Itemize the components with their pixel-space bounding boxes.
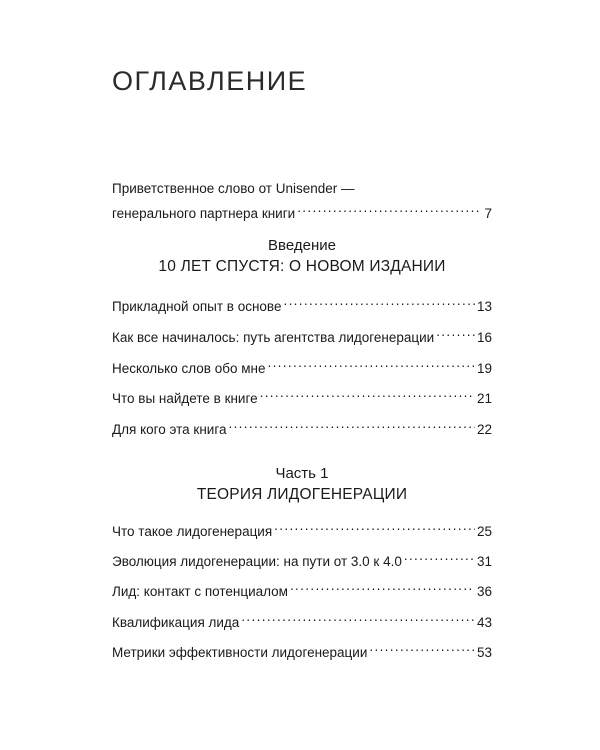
toc-leader-dots xyxy=(241,607,475,627)
toc-entry-page: 21 xyxy=(476,391,492,406)
toc-entry-text: Несколько слов обо мне xyxy=(112,361,266,376)
section-subheading: ТЕОРИЯ ЛИДОГЕНЕРАЦИИ xyxy=(196,486,408,503)
toc-entry[interactable] xyxy=(112,291,492,314)
section-heading: Часть 1 xyxy=(275,465,329,482)
section-heading: Введение xyxy=(268,237,336,254)
section-subheading: 10 ЛЕТ СПУСТЯ: О НОВОМ ИЗДАНИИ xyxy=(158,258,446,275)
toc-entry[interactable] xyxy=(112,322,492,345)
toc-entry[interactable] xyxy=(112,546,492,569)
toc-entry-text: генерального партнера книги xyxy=(112,206,296,221)
toc-entry-page: 19 xyxy=(476,361,492,376)
toc-entry-page: 7 xyxy=(484,206,492,221)
toc-entry-page: 13 xyxy=(476,299,492,314)
toc-entry-page: 22 xyxy=(476,422,492,437)
toc-entry-text: Что такое лидогенерация xyxy=(112,524,273,539)
toc-entry-text: Прикладной опыт в основе xyxy=(112,299,282,314)
toc-entry-page: 16 xyxy=(476,330,492,345)
toc-entry-text: Как все начиналось: путь агентства лидогенерации xyxy=(112,330,435,345)
toc-entry-intro[interactable] xyxy=(112,198,492,221)
toc-entry[interactable] xyxy=(112,383,492,406)
toc-entry[interactable] xyxy=(112,637,492,660)
toc-entry[interactable] xyxy=(112,576,492,599)
toc-entry[interactable] xyxy=(112,353,492,376)
toc-entry-text: Метрики эффективности лидогенерации xyxy=(112,645,368,660)
toc-leader-dots xyxy=(369,637,475,657)
toc-leader-dots xyxy=(260,383,475,403)
toc-leader-dots xyxy=(290,576,475,596)
toc-entry-text: Для кого эта книга xyxy=(112,422,227,437)
toc-entry-text: Эволюция лидогенерации: на пути от 3.0 к 4.0 xyxy=(112,554,402,569)
toc-entry-text: Лид: контакт с потенциалом xyxy=(112,584,288,599)
toc-entry-text: Что вы найдете в книге xyxy=(112,391,258,406)
toc-intro-line1: Приветственное слово от Unisender — xyxy=(112,181,355,196)
toc-leader-dots xyxy=(267,353,475,373)
toc-entry[interactable] xyxy=(112,607,492,630)
toc-entry-page: 53 xyxy=(476,645,492,660)
toc-leader-dots xyxy=(283,291,475,311)
toc-leader-dots xyxy=(228,414,475,434)
toc-entry-text: Квалификация лида xyxy=(112,615,240,630)
toc-entry-page: 31 xyxy=(476,554,492,569)
toc-leader-dots xyxy=(436,322,475,342)
toc-leader-dots xyxy=(404,546,475,566)
toc-entry-page: 25 xyxy=(476,524,492,539)
toc-entry-page: 43 xyxy=(476,615,492,630)
toc-entry[interactable] xyxy=(112,414,492,437)
page-title: ОГЛАВЛЕНИЕ xyxy=(112,66,308,96)
toc-leader-dots xyxy=(297,198,482,218)
toc-entry[interactable] xyxy=(112,516,492,539)
toc-entry-page: 36 xyxy=(476,584,492,599)
toc-leader-dots xyxy=(274,516,475,536)
